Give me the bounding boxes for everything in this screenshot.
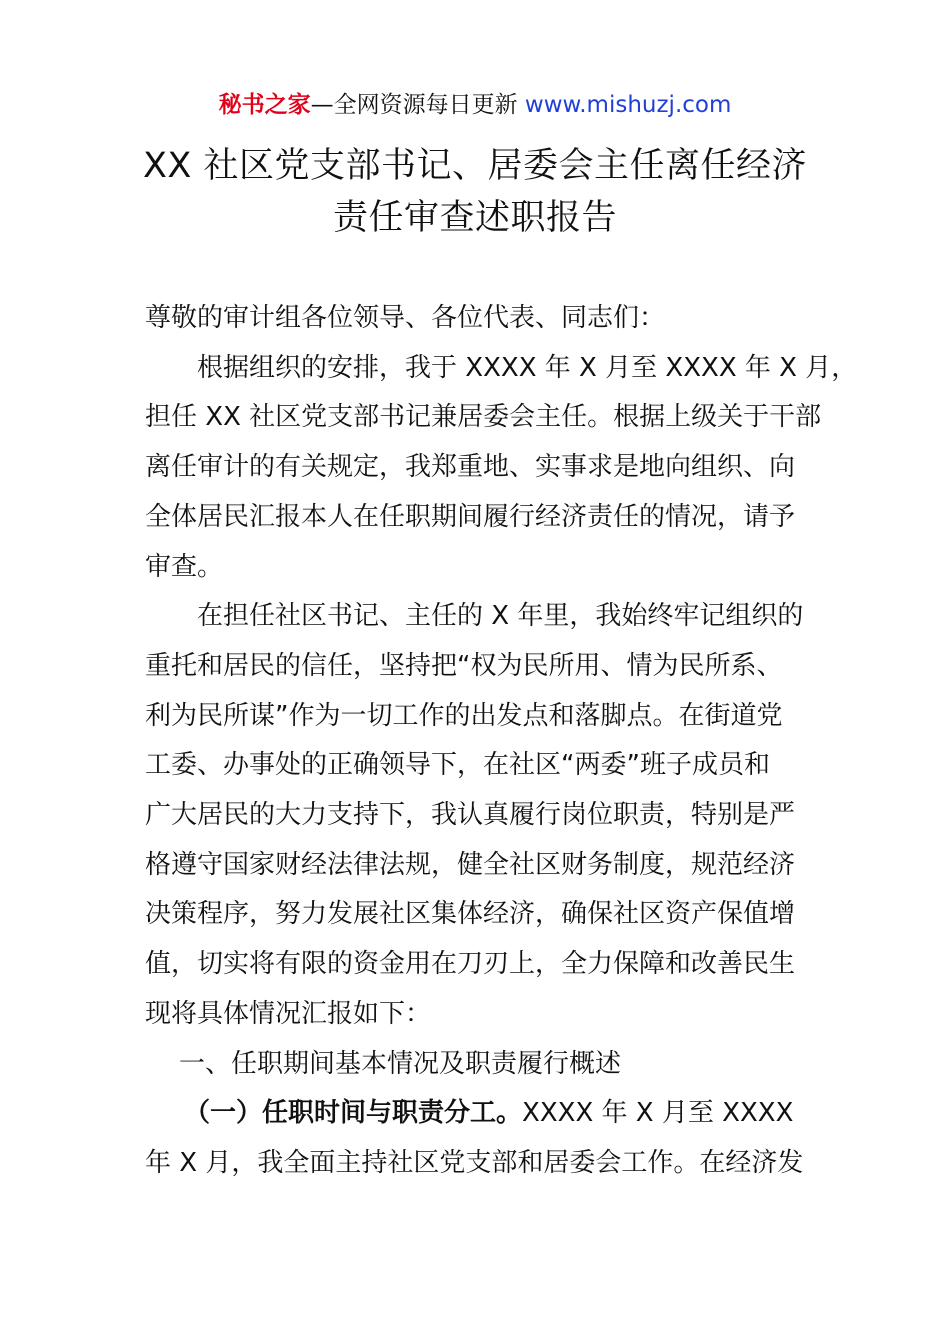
subsection-line [145, 1089, 815, 1139]
paragraph-line: 值，切实将有限的资金用在刀刃上，全力保障和改善民生 [145, 949, 796, 980]
document-title [100, 140, 850, 244]
subsection-1 [145, 1089, 815, 1188]
paragraph-line: 广大居民的大力支持下，我认真履行岗位职责，特别是严 [145, 800, 796, 831]
subsection-heading: （一）任职时间与职责分工。 [197, 1098, 523, 1129]
title-line-1: XX 社区党支部书记、居委会主任离任经济 [142, 146, 808, 186]
banner-tagline: 全网资源每日更新 [333, 92, 518, 118]
paragraph-2 [145, 592, 815, 1039]
paragraph-line: 重托和居民的信任，坚持把“权为民所用、情为民所系、 [145, 650, 783, 681]
site-banner [0, 88, 950, 122]
paragraph-line: 离任审计的有关规定，我郑重地、实事求是地向组织、向 [145, 452, 796, 483]
paragraph-line: 决策程序，努力发展社区集体经济，确保社区资产保值增 [145, 899, 796, 930]
subsection-text: XXXX 年 X 月至 XXXX [522, 1098, 794, 1129]
paragraph-line: 全体居民汇报本人在任职期间履行经济责任的情况，请予 [145, 501, 796, 532]
paragraph-line: 在担任社区书记、主任的 X 年里，我始终牢记组织的 [145, 601, 804, 632]
banner-dash: — [310, 92, 334, 118]
site-url-link[interactable]: www.mishuzj.com [524, 92, 732, 118]
subsection-line: 年 X 月，我全面主持社区党支部和居委会工作。在经济发 [145, 1147, 804, 1178]
paragraph-line: 现将具体情况汇报如下： [145, 998, 432, 1029]
paragraph-line: 审查。 [145, 551, 224, 582]
title-line-2: 责任审查述职报告 [332, 198, 617, 238]
paragraph-line: 担任 XX 社区党支部书记兼居委会主任。根据上级关于干部 [145, 402, 822, 433]
paragraph-line: 工委、办事处的正确领导下，在社区“两委”班子成员和 [145, 750, 770, 781]
document-body [145, 294, 858, 1189]
section-heading-1: 一、任职期间基本情况及职责履行概述 [179, 1048, 622, 1079]
site-brand: 秘书之家 [218, 92, 311, 118]
paragraph-line: 格遵守国家财经法律法规，健全社区财务制度，规范经济 [145, 849, 796, 880]
paragraph-1 [145, 344, 858, 593]
greeting: 尊敬的审计组各位领导、各位代表、同志们： [145, 303, 666, 333]
paragraph-line: 利为民所谋”作为一切工作的出发点和落脚点。在街道党 [145, 700, 783, 731]
paragraph-line: 根据组织的安排，我于 XXXX 年 X 月至 XXXX 年 X 月， [145, 352, 858, 383]
